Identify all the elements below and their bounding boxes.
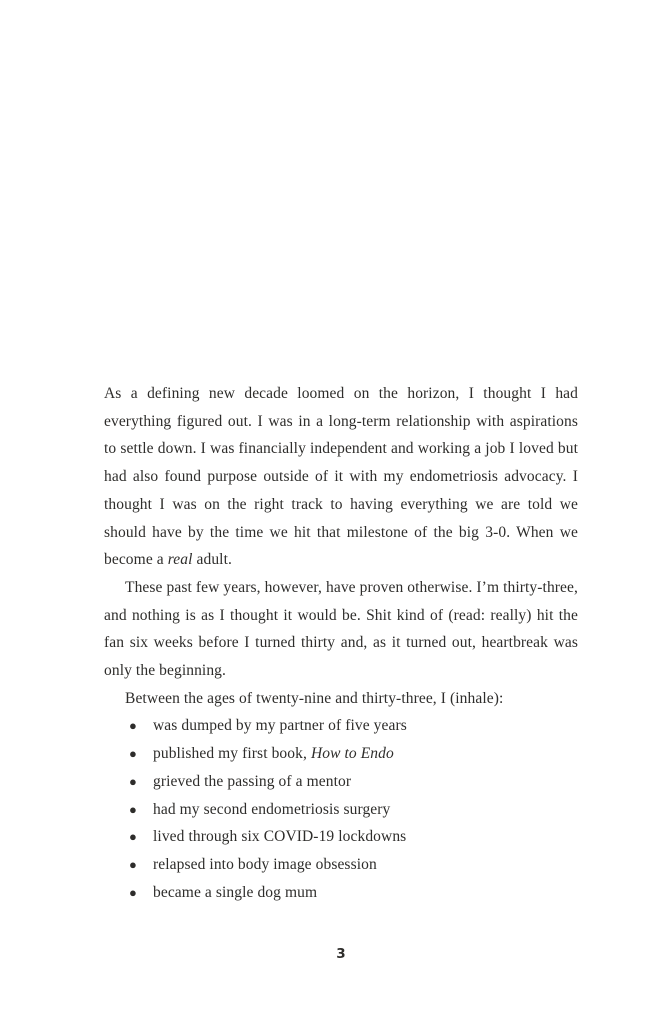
page-footer <box>104 945 578 963</box>
bullet-icon: ● <box>129 718 137 734</box>
list-item <box>104 796 578 824</box>
text-run: published my first book, <box>153 745 311 763</box>
list-item <box>104 740 578 768</box>
bullet-list <box>104 712 578 906</box>
text-run: relapsed into body image obsession <box>153 855 377 873</box>
page-text-block <box>104 380 578 906</box>
bullet-icon: ● <box>129 746 137 762</box>
list-item <box>104 768 578 796</box>
bullet-icon: ● <box>129 856 137 872</box>
text-run: was dumped by my partner of five years <box>153 717 407 735</box>
paragraph <box>104 574 578 685</box>
text-run: Between the ages of twenty-nine and thirty-three, I (inhale): <box>125 689 504 707</box>
bullet-icon: ● <box>129 801 137 817</box>
bullet-icon: ● <box>129 829 137 845</box>
bullet-icon: ● <box>129 884 137 900</box>
page-number: 3 <box>336 946 346 962</box>
text-run: As a defining new decade loomed on the horizon, I thought I had everything figured out. I was in a long-term relationship with aspirations to settle down. I was financially independent and working a job I loved but had also found purpose outside of it with my endometriosis advocacy. I thought I was on the right track to having everything we are told we should have by the time we hit that milestone of the big 3-0. When we become a <box>104 385 578 569</box>
list-item <box>104 712 578 740</box>
text-run: had my second endometriosis surgery <box>153 800 391 818</box>
text-run: These past few years, however, have proven otherwise. I’m thirty-three, and nothing is as I thought it would be. Shit kind of (read: really) hit the fan six weeks before I turned thirty and, as it turned out, heartbreak was only the beginning. <box>104 578 578 680</box>
paragraph <box>104 685 578 713</box>
paragraphs <box>104 380 578 712</box>
text-run: adult. <box>192 551 232 569</box>
bullet-icon: ● <box>129 773 137 789</box>
paragraph <box>104 380 578 574</box>
italic-text: How to Endo <box>310 745 394 763</box>
list-item <box>104 851 578 879</box>
text-run: became a single dog mum <box>153 883 318 901</box>
list-item <box>104 823 578 851</box>
text-run: grieved the passing of a mentor <box>153 772 352 790</box>
list-item <box>104 879 578 907</box>
text-run: lived through six COVID-19 lockdowns <box>153 828 407 846</box>
italic-text: real <box>167 551 193 569</box>
